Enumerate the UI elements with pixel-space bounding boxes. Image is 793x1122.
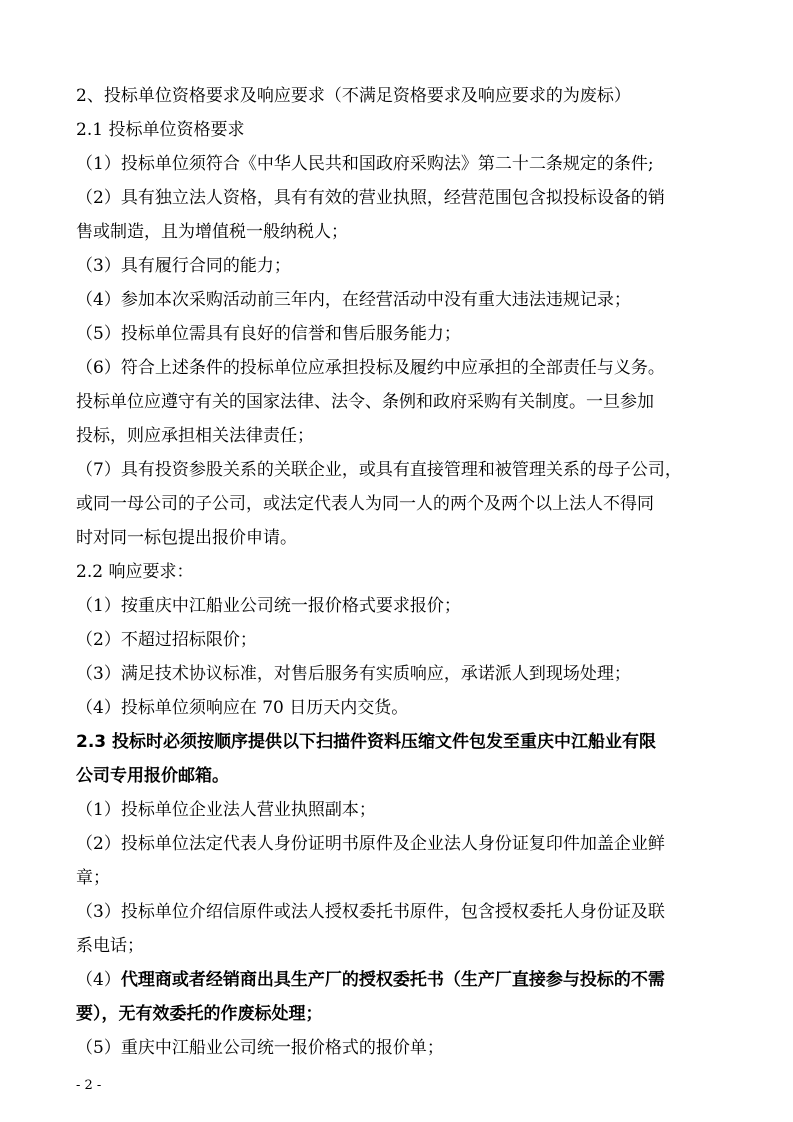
paragraph-line: （6）符合上述条件的投标单位应承担投标及履约中应承担的全部责任与义务。 xyxy=(76,358,665,378)
paragraph-line: （3）投标单位介绍信原件或法人授权委托书原件，包含授权委托人身份证及联 xyxy=(76,902,665,922)
paragraph-line: 售或制造，且为增值税一般纳税人； xyxy=(76,222,348,242)
paragraph-line: 或同一母公司的子公司，或法定代表人为同一人的两个及两个以上法人不得同 xyxy=(76,494,654,514)
item-4-prefix: （4） xyxy=(76,970,121,990)
paragraph-line: （3）满足技术协议标准，对售后服务有实质响应，承诺派人到现场处理； xyxy=(76,664,631,684)
section-2-heading: 2、投标单位资格要求及响应要求（不满足资格要求及响应要求的为废标） xyxy=(76,86,631,106)
paragraph-line: （5）投标单位需具有良好的信誉和售后服务能力； xyxy=(76,324,461,344)
paragraph-line: （7）具有投资参股关系的关联企业，或具有直接管理和被管理关系的母子公司， xyxy=(76,460,682,480)
section-2-3-heading: 2.3 投标时必须按顺序提供以下扫描件资料压缩文件包发至重庆中江船业有限 xyxy=(76,732,657,752)
paragraph-line: 章； xyxy=(76,868,110,888)
paragraph-line: （3）具有履行合同的能力； xyxy=(76,256,291,276)
paragraph-line: 系电话； xyxy=(76,936,144,956)
paragraph-line: （1）投标单位企业法人营业执照副本； xyxy=(76,800,376,820)
section-2-1-heading: 2.1 投标单位资格要求 xyxy=(76,120,245,140)
paragraph-line: （5）重庆中江船业公司统一报价格式的报价单； xyxy=(76,1038,444,1058)
paragraph-line: （2）投标单位法定代表人身份证明书原件及企业法人身份证复印件加盖企业鲜 xyxy=(76,834,665,854)
section-2-3-heading-cont: 公司专用报价邮箱。 xyxy=(76,766,229,786)
item-4-bold-text: 代理商或者经销商出具生产厂的授权委托书（生产厂直接参与投标的不需 xyxy=(120,970,665,990)
paragraph-line: （1）按重庆中江船业公司统一报价格式要求报价； xyxy=(76,596,461,616)
section-2-2-heading: 2.2 响应要求： xyxy=(76,562,194,582)
paragraph-line: 投标，则应承担相关法律责任； xyxy=(76,426,314,446)
paragraph-line: （4）参加本次采购活动前三年内，在经营活动中没有重大违法违规记录； xyxy=(76,290,631,310)
paragraph-line: （4）投标单位须响应在 70 日历天内交货。 xyxy=(76,698,409,718)
paragraph-line: （2）具有独立法人资格，具有有效的营业执照，经营范围包含拟投标设备的销 xyxy=(76,188,665,208)
paragraph-line: （1）投标单位须符合《中华人民共和国政府采购法》第二十二条规定的条件; xyxy=(76,154,654,174)
item-4-line xyxy=(76,970,716,992)
paragraph-line: 时对同一标包提出报价申请。 xyxy=(76,528,297,548)
paragraph-line: 投标单位应遵守有关的国家法律、法令、条例和政府采购有关制度。一旦参加 xyxy=(76,392,654,412)
paragraph-line: （2）不超过招标限价； xyxy=(76,630,257,650)
item-4-bold-text-cont: 要），无有效委托的作废标处理； xyxy=(76,1004,323,1024)
page-number: - 2 - xyxy=(76,1078,102,1093)
